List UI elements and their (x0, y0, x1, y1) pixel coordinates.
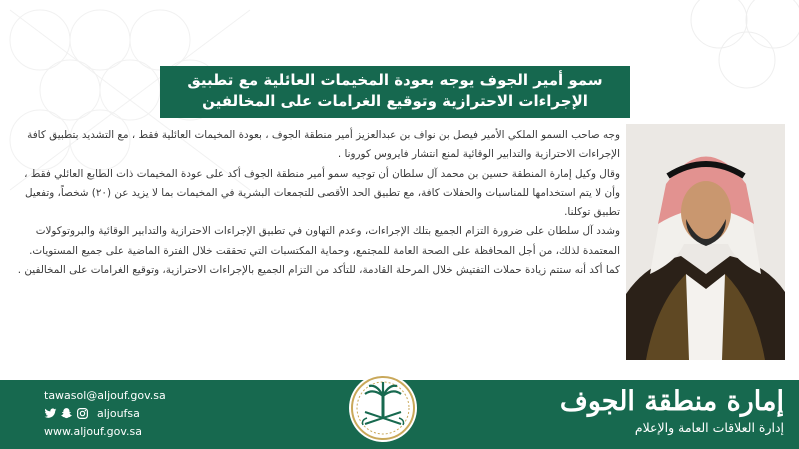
email-row[interactable] (44, 386, 166, 404)
website-row[interactable] (44, 422, 166, 440)
portrait-photo (626, 124, 785, 360)
website-link[interactable]: www.aljouf.gov.sa (44, 424, 142, 438)
twitter-icon[interactable] (44, 407, 57, 420)
department-name: إدارة العلاقات العامة والإعلام (634, 420, 784, 435)
decorative-pattern (659, 0, 799, 90)
saudi-emblem-icon (347, 372, 419, 444)
organization-logo (559, 386, 784, 444)
footer-contacts (44, 386, 166, 440)
article-paragraph: كما أكد أنه ستتم زيادة حملات التفتيش خلال المرحلة القادمة، للتأكد من التزام الجميع بالإجراءات الاحترازية، وتوقيع الغرامات على المخالفين . (17, 264, 620, 277)
social-handle[interactable]: aljoufsa (97, 406, 140, 420)
snapchat-icon[interactable] (60, 407, 73, 420)
article-paragraph: وقال وكيل إمارة المنطقة حسين بن محمد آل سلطان أن توجيه سمو أمير منطقة الجوف أكد على عودة المخيمات ذات الطابع العائلي فقط ، وأن لا يتم استخدامها للمناسبات والحفلات كافة، مع تطبيق الحد الأقصى للتجمعات البشرية في المخيمات بما لا يزيد عن (٢٠) شخصاً، وتفعيل تطبيق توكلنا. (24, 167, 620, 219)
instagram-icon[interactable] (76, 407, 89, 420)
social-row (44, 404, 166, 422)
headline-line-1: سمو أمير الجوف يوجه بعودة المخيمات العائلية مع تطبيق (187, 71, 603, 89)
article-paragraph: وشدد آل سلطان على ضرورة التزام الجميع بتلك الإجراءات، وعدم التهاون في تطبيق الإجراءات الاحترازية والتدابير الوقائية والبروتوكولات المعتمدة لذلك، من أجل المحافظة على الصحة العامة للمجتمع، وحماية المكتسبات التي تحققت خلال الفترة الماضية على جميع المستويات. (29, 225, 620, 257)
headline-banner (160, 66, 630, 118)
article-paragraph: وجه صاحب السمو الملكي الأمير فيصل بن نواف بن عبدالعزيز أمير منطقة الجوف ، بعودة المخيمات العائلية فقط ، مع التشديد بتطبيق كافة الإجراءات الاحترازية والتدابير الوقائية لمنع انتشار فايروس كورونا . (27, 129, 620, 161)
headline-line-2: الإجراءات الاحترازية وتوقيع الغرامات على المخالفين (202, 92, 588, 110)
email-address[interactable]: tawasol@aljouf.gov.sa (44, 388, 166, 402)
organization-name: إمارة منطقة الجوف (559, 386, 784, 417)
article-body (14, 126, 620, 358)
